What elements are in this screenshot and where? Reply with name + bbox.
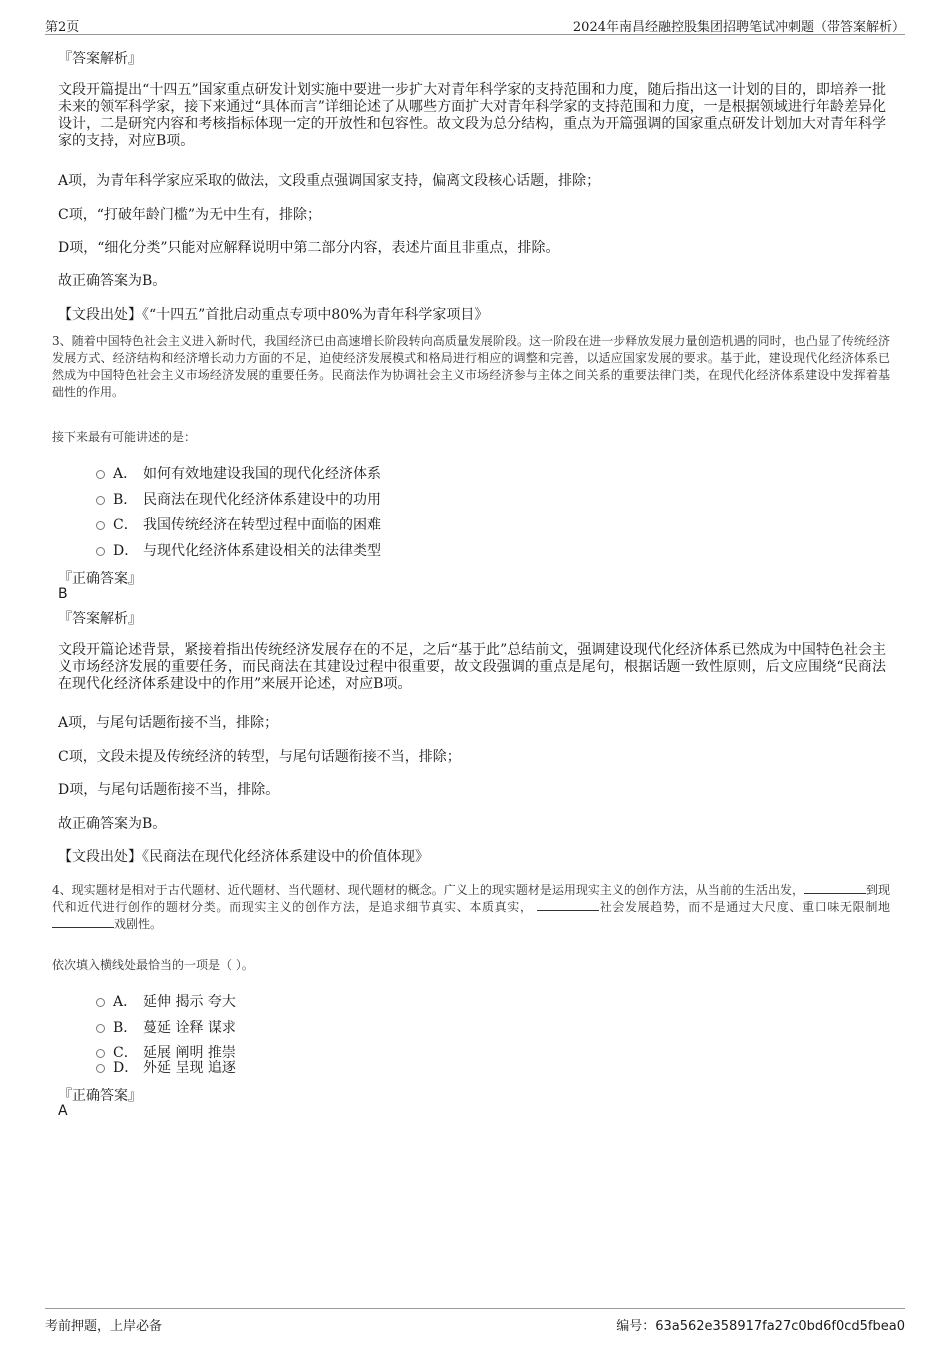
question-4-option-c[interactable]: C． 延展 阐明 推崇 — [96, 1042, 236, 1062]
analysis-label: 『答案解析』 — [58, 611, 142, 627]
question-3-option-b[interactable]: B． 民商法在现代化经济体系建设中的功用 — [96, 489, 381, 509]
document-title: 2024年南昌经融控股集团招聘笔试冲刺题（带答案解析） — [572, 20, 905, 35]
question-4-option-a[interactable]: A． 延伸 揭示 夸大 — [96, 991, 236, 1011]
fill-blank-2 — [537, 899, 599, 911]
analysis-label: 『答案解析』 — [58, 51, 142, 67]
analysis-note-c: C项，文段未提及传统经济的转型，与尾句话题衔接不当，排除； — [58, 749, 461, 765]
analysis-note-a: A项，与尾句话题衔接不当，排除； — [58, 715, 279, 731]
analysis-note-a: A项，为青年科学家应采取的做法，文段重点强调国家支持，偏离文段核心话题，排除； — [58, 173, 601, 189]
radio-icon[interactable] — [96, 521, 105, 530]
radio-icon[interactable] — [96, 470, 105, 479]
analysis-paragraph: 文段开篇提出“十四五”国家重点研发计划实施中要进一步扩大对青年科学家的支持范围和力度，随后指出这一计划的目的，即培养一批未来的领军科学家，接下来通过“具体而言”详细论述了从哪些方面扩大对青年科学家的支持范围和力度，一是根据领域进行年龄差异化设计，二是研究内容和考核指标体现一定的开放性和包容性。故文段为总分结构，重点为开篇强调的国家重点研发计划加大对青年科学家的支持，对应B项。 — [58, 82, 886, 149]
correct-answer: A — [58, 1103, 68, 1119]
question-4-stem: 4、现实题材是相对于古代题材、近代题材、当代题材、现代题材的概念。广义上的现实题材是运用现实主义的创作方法，从当前的生活出发， 到现代和近代进行创作的题材分类。而现实主义的创作方法，是追求细节真实、本质真实， 社会发展趋势，而不是通过大尺度、重口味无限制地 戏剧性。 — [52, 883, 890, 931]
correct-answer: B — [58, 586, 68, 602]
document-id: 编号：63a562e358917fa27c0bd6f0cd5fbea0 — [616, 1319, 905, 1334]
analysis-note-c: C项，“打破年龄门槛”为无中生有，排除； — [58, 207, 322, 223]
analysis-conclusion: 故正确答案为B。 — [58, 816, 167, 832]
source-citation: 【文段出处】《“十四五”首批启动重点专项中80%为青年科学家项目》 — [58, 307, 489, 323]
footer-slogan: 考前押题，上岸必备 — [45, 1319, 163, 1334]
question-3-prompt: 接下来最有可能讲述的是： — [52, 430, 197, 444]
question-3-stem: 3、随着中国特色社会主义进入新时代，我国经济已由高速增长阶段转向高质量发展阶段。这一阶段在进一步释放发展力量创造机遇的同时，也凸显了传统经济发展方式、经济结构和经济增长动力方面的不足，迫使经济发展模式和格局进行相应的调整和完善，以适应国家发展的要求。基于此，建设现代化经济体系已然成为中国特色社会主义市场经济发展的重要任务。民商法作为协调社会主义市场经济参与主体之间关系的重要法律门类，在现代化经济体系建设中发挥着基础性的作用。 — [52, 334, 890, 399]
question-3-option-d[interactable]: D． 与现代化经济体系建设相关的法律类型 — [96, 540, 381, 560]
page-header — [45, 14, 905, 35]
page-footer — [45, 1308, 905, 1334]
analysis-note-d: D项，与尾句话题衔接不当，排除。 — [58, 782, 280, 798]
page-number: 第2页 — [45, 20, 80, 35]
analysis-conclusion: 故正确答案为B。 — [58, 273, 167, 289]
question-4-option-d[interactable]: D． 外延 呈现 追逐 — [96, 1057, 236, 1077]
radio-icon[interactable] — [96, 1064, 105, 1073]
question-4-option-b[interactable]: B． 蔓延 诠释 谋求 — [96, 1017, 236, 1037]
analysis-paragraph: 文段开篇论述背景，紧接着指出传统经济发展存在的不足，之后“基于此”总结前文，强调建设现代化经济体系已然成为中国特色社会主义市场经济发展的重要任务，而民商法在其建设过程中很重要，故文段强调的重点是尾句，根据话题一致性原则，后文应围绕“民商法在现代化经济体系建设中的作用”来展开论述，对应B项。 — [58, 642, 886, 692]
radio-icon[interactable] — [96, 998, 105, 1007]
question-3-option-c[interactable]: C． 我国传统经济在转型过程中面临的困难 — [96, 514, 381, 534]
correct-answer-label: 『正确答案』 — [58, 571, 142, 587]
source-citation: 【文段出处】《民商法在现代化经济体系建设中的价值体现》 — [58, 849, 429, 865]
correct-answer-label: 『正确答案』 — [58, 1088, 142, 1104]
fill-blank-1 — [804, 882, 866, 894]
radio-icon[interactable] — [96, 1024, 105, 1033]
fill-blank-3 — [52, 916, 114, 928]
radio-icon[interactable] — [96, 547, 105, 556]
analysis-note-d: D项，“细化分类”只能对应解释说明中第二部分内容，表述片面且非重点，排除。 — [58, 240, 560, 256]
radio-icon[interactable] — [96, 496, 105, 505]
question-4-prompt: 依次填入横线处最恰当的一项是（ ）。 — [52, 958, 254, 972]
question-3-option-a[interactable]: A． 如何有效地建设我国的现代化经济体系 — [96, 463, 381, 483]
